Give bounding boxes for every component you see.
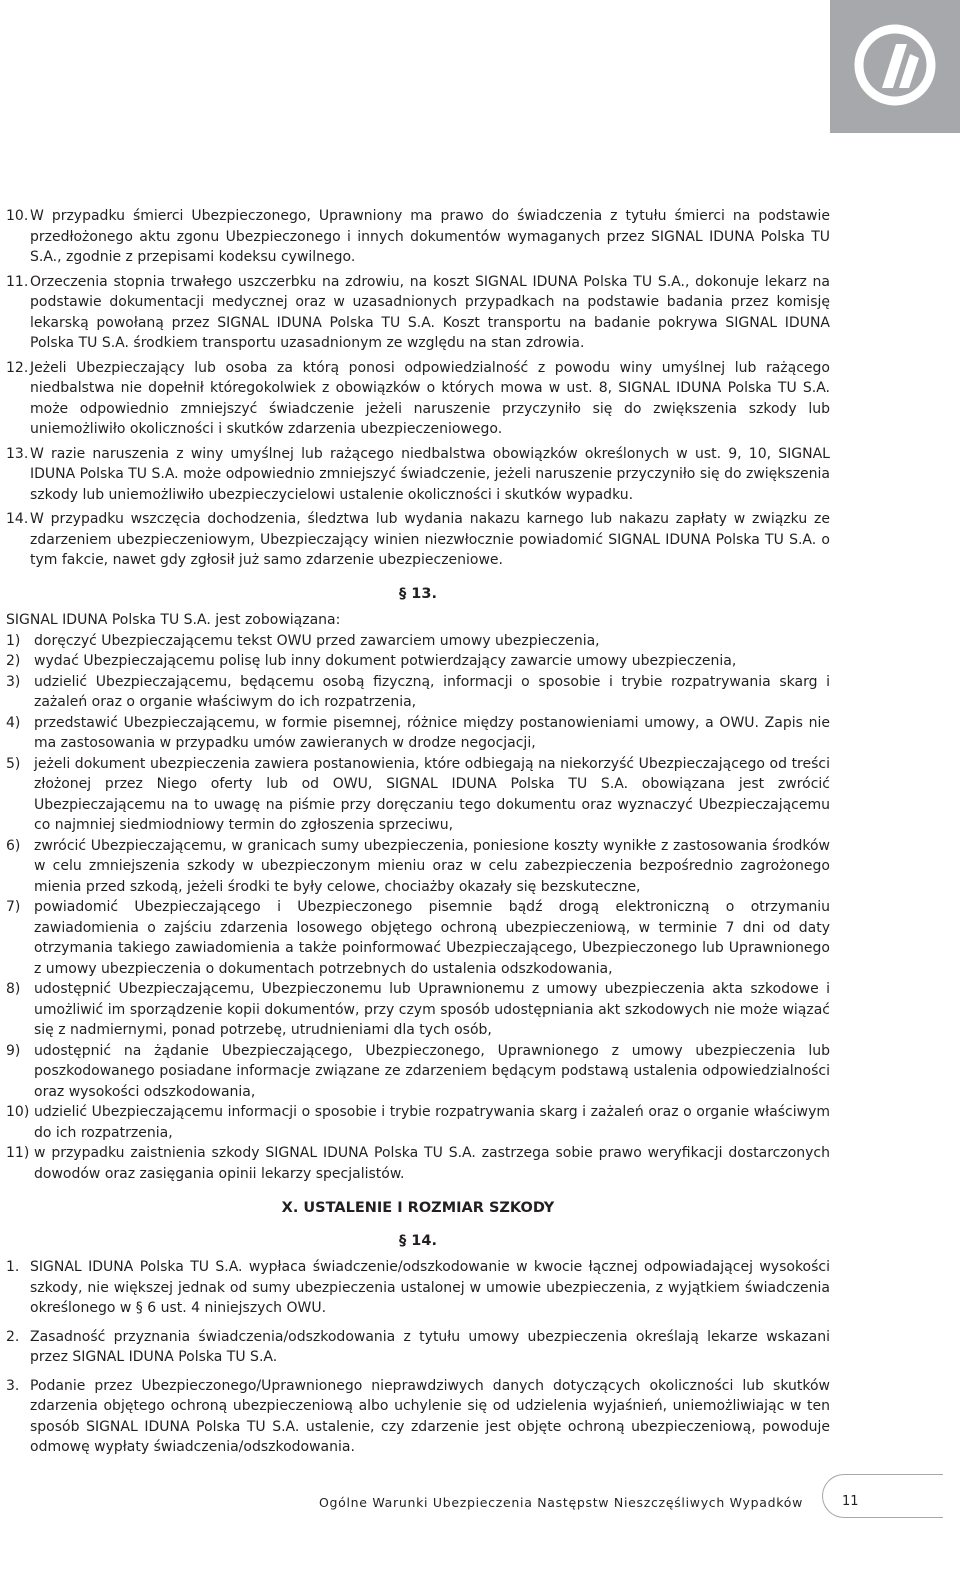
paragraph-item	[6, 1257, 830, 1319]
item-text: W razie naruszenia z winy umyślnej lub rażącego niedbalstwa obowiązków określonych w ust. 9, 10, SIGNAL IDUNA Polska TU S.A. może odpowiednio zmniejszyć świadczenie, jeżeli naruszenie przyczyniło się do zwiększenia szkody lub uniemożliwiło ubezpieczycielowi ustalenie okoliczności i skutków wypadku.	[30, 445, 830, 503]
item-number: 14.	[6, 511, 29, 527]
section-14-heading: § 14.	[399, 1232, 437, 1249]
item-number: 7)	[6, 899, 21, 915]
item-number: 1)	[6, 632, 21, 649]
section-13-heading: § 13.	[399, 585, 437, 602]
paragraph-item	[6, 1376, 830, 1458]
signal-iduna-logo-icon	[852, 22, 938, 108]
item-text: W przypadku wszczęcia dochodzenia, śledztwa lub wydania nakazu karnego lub nakazu zapłaty w związku ze zdarzeniem ubezpieczeniowym, Ubezpieczający winien niezwłocznie powiadomić SIGNAL IDUNA Polska TU S.A. o tym fakcie, nawet gdy zgłosił już samo zdarzenie ubezpieczeniowe.	[30, 511, 830, 568]
item-text: powiadomić Ubezpieczającego i Ubezpieczonego pisemnie bądź drogą elektroniczną o otrzymaniu zawiadomienia o zajściu zdarzenia losowego objętego ochroną ubezpieczeniową, w terminie 7 dni od daty otrzymania takiego zawiadomienia a także poinformować Ubezpieczającego, Ubezpieczonego lub Uprawnionego z umowy ubezpieczenia o dokumentach potrzebnych do ustalenia odszkodowania,	[34, 899, 830, 977]
item-text: udzielić Ubezpieczającemu informacji o sposobie i trybie rozpatrywania skarg i zażaleń oraz o organie właściwym do ich rozpatrzenia,	[34, 1104, 830, 1141]
item-text: w przypadku zaistnienia szkody SIGNAL IDUNA Polska TU S.A. zastrzega sobie prawo weryfikacji dostarczonych dowodów oraz zasięgania opinii lekarzy specjalistów.	[34, 1145, 830, 1182]
page-number: 11	[842, 1494, 859, 1509]
footer-title: Ogólne Warunki Ubezpieczenia Następstw Nieszczęśliwych Wypadków	[318, 1495, 803, 1510]
paragraph-item	[6, 509, 830, 571]
item-text: doręczyć Ubezpieczającemu tekst OWU przed zawarciem umowy ubezpieczenia,	[34, 632, 600, 649]
item-number: 1.	[6, 1259, 20, 1275]
item-text: wydać Ubezpieczającemu polisę lub inny dokument potwierdzający zawarcie umowy ubezpieczenia,	[34, 653, 737, 669]
item-text: zwrócić Ubezpieczającemu, w granicach sumy ubezpieczenia, poniesione koszty wynikłe z zastosowania środków w celu zmniejszenia szkody w ubezpieczonym mieniu oraz w celu zabezpieczenia bezpośrednio zagrożonego mienia przed szkodą, jeżeli środki te były celowe, chociażby okazały się bezskuteczne,	[34, 837, 830, 895]
obligation-item	[6, 1102, 830, 1143]
item-text: Jeżeli Ubezpieczający lub osoba za którą ponosi odpowiedzialność z powodu winy umyślnej lub rażącego niedbalstwa nie dopełnił któregokolwiek z obowiązków o których mowa w ust. 8, SIGNAL IDUNA Polska TU S.A. może odpowiednio zmniejszyć świadczenie jeżeli naruszenie przyczyniło się do zwiększenia szkody lub uniemożliwiło okoliczności i skutków zdarzenia ubezpieczeniowego.	[30, 359, 830, 437]
item-text: udostępnić Ubezpieczającemu, Ubezpieczonemu lub Uprawnionemu z umowy ubezpieczenia akta szkodowe i umożliwić im sporządzenie kopii dokumentów, przy czym sposób udostępniania akt szkodowych nie może wiązać się z nadmiernymi, ponad potrzebę, utrudnieniami dla tych osób,	[34, 981, 830, 1038]
item-number: 6)	[6, 837, 21, 854]
document-body	[6, 206, 830, 1466]
item-number: 10)	[6, 1104, 30, 1120]
section-13-intro: SIGNAL IDUNA Polska TU S.A. jest zobowiązana:	[6, 612, 341, 628]
page-number-pill	[822, 1474, 943, 1518]
section-13-list	[6, 631, 830, 1185]
section-14-list	[6, 1257, 830, 1458]
item-number: 2.	[6, 1328, 20, 1345]
item-number: 12.	[6, 359, 29, 376]
item-text: Podanie przez Ubezpieczonego/Uprawnionego nieprawdziwych danych dotyczących okoliczności lub skutków zdarzenia objętego ochroną ubezpieczeniową albo uchylenie się od udzielenia wyjaśnień, uniemożliwiając w ten sposób SIGNAL IDUNA Polska TU S.A. ustalenie, czy zdarzenie jest objęte ochroną ubezpieczeniową, powoduje odmowę wypłaty świadczenia/odszkodowania.	[30, 1377, 830, 1455]
item-number: 11.	[6, 273, 29, 290]
obligation-item	[6, 713, 830, 754]
item-number: 4)	[6, 714, 21, 731]
item-text: Zasadność przyznania świadczenia/odszkodowania z tytułu umowy ubezpieczenia określają lekarze wskazani przez SIGNAL IDUNA Polska TU S.A.	[30, 1328, 830, 1365]
numbered-paragraphs	[6, 206, 830, 571]
item-number: 10.	[6, 208, 29, 224]
item-number: 3)	[6, 673, 21, 690]
paragraph-item	[6, 206, 830, 268]
item-text: jeżeli dokument ubezpieczenia zawiera postanowienia, które odbiegają na niekorzyść Ubezpieczającego od treści złożonej przez Niego oferty lub od OWU, SIGNAL IDUNA Polska TU S.A. obowiązana jest zwrócić Ubezpieczającemu na to uwagę na piśmie przy doręczaniu tego dokumentu oraz wyznaczyć Ubezpieczającemu co najmniej siedmiodniowy termin do zgłoszenia sprzeciwu,	[34, 755, 830, 833]
item-text: W przypadku śmierci Ubezpieczonego, Uprawniony ma prawo do świadczenia z tytułu śmierci na podstawie przedłożonego aktu zgonu Ubezpieczonego i innych dokumentów wymaganych przez SIGNAL IDUNA Polska TU S.A., zgodnie z przepisami kodeksu cywilnego.	[30, 208, 830, 265]
item-number: 11)	[6, 1145, 30, 1161]
obligation-item	[6, 836, 830, 898]
item-number: 3.	[6, 1377, 20, 1394]
item-text: Orzeczenia stopnia trwałego uszczerbku na zdrowiu, na koszt SIGNAL IDUNA Polska TU S.A., dokonuje lekarz na podstawie dokumentacji medycznej oraz w uzasadnionych przypadkach na podstawie badania przez komisję lekarską powołaną przez SIGNAL IDUNA Polska TU S.A. Koszt transportu na badanie pokrywa SIGNAL IDUNA Polska TU S.A. środkiem transportu uzasadnionym ze względu na stan zdrowia.	[30, 273, 830, 351]
paragraph-item	[6, 444, 830, 506]
obligation-item	[6, 1143, 830, 1184]
item-number: 8)	[6, 981, 21, 997]
obligation-item	[6, 979, 830, 1041]
obligation-item	[6, 631, 830, 652]
item-number: 5)	[6, 755, 21, 772]
obligation-item	[6, 651, 830, 672]
paragraph-item	[6, 272, 830, 354]
item-text: udzielić Ubezpieczającemu, będącemu osobą fizyczną, informacji o sposobie i trybie rozpatrywania skarg i zażaleń oraz o organie właściwym do ich rozpatrzenia,	[34, 673, 830, 710]
item-number: 13.	[6, 445, 29, 462]
chapter-heading: X. USTALENIE I ROZMIAR SZKODY	[281, 1200, 555, 1216]
item-text: udostępnić na żądanie Ubezpieczającego, Ubezpieczonego, Uprawnionego z umowy ubezpieczenia lub poszkodowanego posiadane informacje związane ze zdarzeniem będącym podstawą ustalenia odpowiedzialności oraz wysokości odszkodowania,	[34, 1042, 830, 1100]
item-text: SIGNAL IDUNA Polska TU S.A. wypłaca świadczenie/odszkodowanie w kwocie łącznej odpowiadającej wysokości szkody, nie większej jednak od sumy ubezpieczenia ustalonej w umowie ubezpieczenia, z wyjątkiem świadczenia określonego w § 6 ust. 4 niniejszych OWU.	[30, 1259, 830, 1316]
paragraph-item	[6, 1327, 830, 1368]
paragraph-item	[6, 358, 830, 440]
obligation-item	[6, 1041, 830, 1103]
item-number: 9)	[6, 1042, 21, 1059]
obligation-item	[6, 897, 830, 979]
obligation-item	[6, 754, 830, 836]
item-text: przedstawić Ubezpieczającemu, w formie pisemnej, różnice między postanowieniami umowy, a OWU. Zapis nie ma zastosowania w przypadku umów zawieranych w drodze negocjacji,	[34, 714, 830, 751]
item-number: 2)	[6, 653, 21, 669]
obligation-item	[6, 672, 830, 713]
logo-box	[830, 0, 960, 133]
